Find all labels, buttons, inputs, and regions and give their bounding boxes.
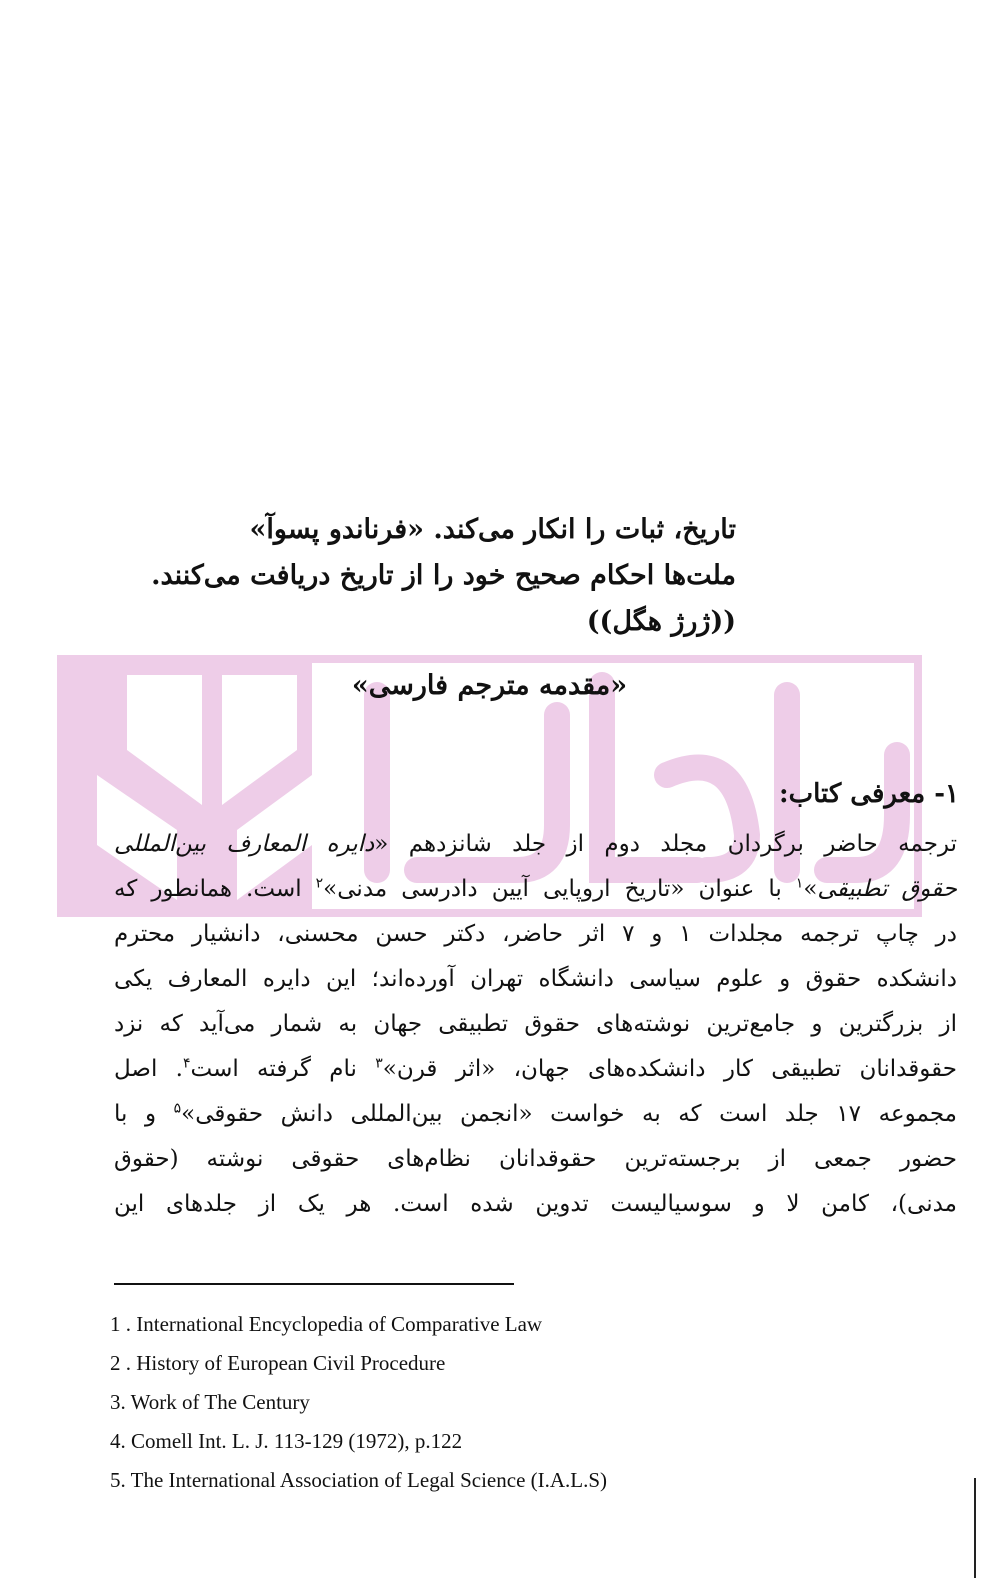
body-text-segment: با عنوان «تاریخ اروپایی آیین دادرسی مدنی» — [323, 876, 796, 902]
footnote-item: 1 . International Encyclopedia of Comparative Law — [110, 1312, 543, 1336]
body-text-segment: حقوقدانان تطبیقی کار دانشکده‌های جهان، «اثر قرن» — [382, 1056, 957, 1082]
footnote-separator — [114, 1283, 514, 1285]
footnote-ref[interactable]: ۴ — [182, 1055, 191, 1072]
footnotes — [110, 1305, 607, 1500]
body-line: در چاپ ترجمه مجلدات ۱ و ۷ اثر حاضر، دکتر حسن محسنی، دانشیار محترم — [114, 921, 957, 947]
body-line: دانشکده حقوق و علوم سیاسی دانشگاه تهران آورده‌اند؛ این دایره المعارف یکی — [114, 966, 957, 992]
body-text-segment: ترجمه حاضر برگردان مجلد دوم از جلد شانزدهم « — [374, 831, 957, 857]
section-heading: ۱- معرفی کتاب: — [779, 779, 959, 809]
footnote-ref[interactable]: ۱ — [795, 875, 804, 892]
body-line — [114, 1047, 957, 1092]
body-line: حضور جمعی از برجسته‌ترین حقوقدانان نظام‌های حقوقی نوشته (حقوق — [114, 1146, 957, 1172]
encyclopedia-title-italic: دایره المعارف بین‌المللی — [114, 831, 375, 857]
footnote-item: 5. The International Association of Legal Science (I.A.L.S) — [110, 1468, 608, 1492]
body-text-segment: مجموعه ۱۷ جلد است که به خواست «انجمن بین‌المللی دانش حقوقی» — [181, 1101, 957, 1127]
body-line — [114, 1092, 957, 1137]
page-edge-shadow — [974, 1478, 976, 1578]
body-text-segment: . اصل — [114, 1056, 183, 1082]
body-line: از بزرگترین و جامع‌ترین نوشته‌های حقوق تطبیقی جهان به شمار می‌آید که نزد — [114, 1011, 957, 1037]
section-title: «مقدمه مترجم فارسی» — [351, 670, 628, 701]
body-line — [114, 822, 957, 867]
body-text-segment: نام گرفته است — [190, 1056, 376, 1082]
footnote-item: 2 . History of European Civil Procedure — [110, 1351, 446, 1375]
body-text-segment: و با — [114, 1101, 174, 1127]
body-text-segment: است. همانطور که — [114, 876, 316, 902]
epigraph-line-pessoa: تاریخ، ثبات را انکار می‌کند. «فرناندو پسوآ» — [249, 514, 736, 545]
epigraph-line-hegel: ملت‌ها احکام صحیح خود را از تاریخ دریافت می‌کنند. — [151, 560, 736, 591]
body-line: مدنی)، کامن لا و سوسیالیست تدوین شده است. هر یک از جلدهای این — [114, 1191, 957, 1217]
footnote-item: 4. Comell Int. L. J. 113-129 (1972), p.122 — [110, 1429, 463, 1453]
footnote-ref[interactable]: ۲ — [315, 875, 324, 892]
body-text-segment: » — [803, 876, 818, 902]
encyclopedia-title-italic: حقوق تطبیقی — [817, 876, 957, 902]
epigraph-author: ((ژرژ هگل)) — [586, 606, 736, 637]
epigraph — [96, 507, 736, 645]
footnote-item: 3. Work of The Century — [110, 1390, 310, 1414]
body-line — [114, 867, 957, 912]
footnote-ref[interactable]: ۳ — [375, 1055, 383, 1072]
body-paragraph — [114, 822, 957, 1227]
footnote-ref[interactable]: ۵ — [173, 1100, 182, 1117]
